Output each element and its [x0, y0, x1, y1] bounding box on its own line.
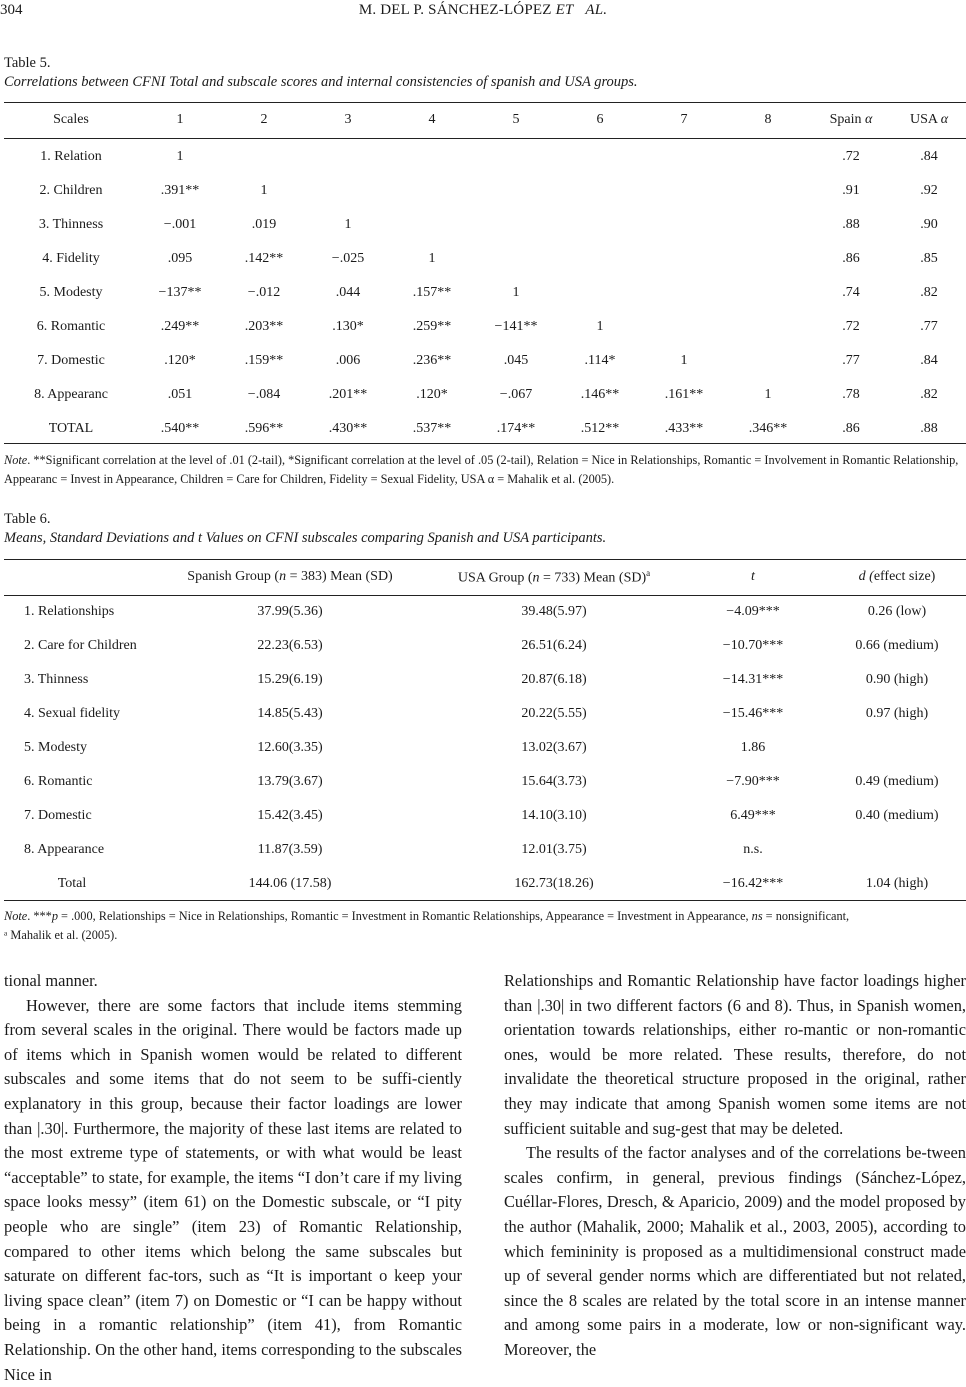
table-cell [474, 242, 558, 276]
table-cell: .159** [244, 353, 284, 368]
paragraph: tional manner. [4, 971, 98, 990]
table-cell: .157** [412, 285, 452, 300]
table-cell: .346** [748, 421, 788, 436]
table-cell: .596** [244, 421, 284, 436]
table-cell: .259** [412, 319, 452, 334]
table-cell: 37.99(5.36) [257, 604, 323, 619]
table-cell: .86 [842, 251, 860, 266]
table-cell: 0.97 (high) [865, 706, 929, 721]
table-cell: .203** [244, 319, 284, 334]
table-cell: .236** [412, 353, 452, 368]
paragraph: The results of the factor analyses and of the correlations be-tween scales confirm, in general, previous findings (Sánchez-López, Cuéllar-Flores, Dresch, & Aparicio, 2009) and the model proposed by the author (Mahalik, 2000; Mahalik et al., 2003, 2005), according to which femininity is proposed as a multidimensional construct made up of several gender norms which are differentiated but not related, since the 8 scales are related by the total score in an intense manner and among some pairs in a moderate, low or non-significant way. Moreover, the [504, 1143, 966, 1359]
table-cell: .88 [842, 217, 860, 232]
table-cell: .051 [167, 387, 193, 402]
table-cell: 14.10(3.10) [521, 808, 587, 823]
table-cell: −7.90*** [726, 774, 780, 789]
table5-header-cell: 7 [680, 112, 688, 127]
row-label: 6. Romantic [24, 774, 93, 789]
table-cell: .430** [328, 421, 368, 436]
table-cell: 20.87(6.18) [521, 672, 587, 687]
table-cell: .019 [251, 217, 277, 232]
table-row [4, 344, 966, 378]
table6-header-spanish: Spanish Group (n = 383) Mean (SD) [187, 569, 393, 584]
table6-note-line2: ᵃ Mahalik et al. (2005). [4, 928, 118, 942]
row-label: 7. Domestic [37, 353, 105, 368]
table6-note-line1: Note. ***p = .000, Relationships = Nice in Relationships, Romantic = Investment in Romantic Relationships, Appearance = Investment in Appearance, ns = nonsignificant, [4, 909, 850, 923]
table-cell: .174** [496, 421, 536, 436]
table5-note: Note. **Significant correlation at the level of .01 (2-tail), *Significant correlation at the level of .05 (2-tail), Relation = Nice in Relationships, Romantic = Involvement in Romantic Relationship, Appearanc = Invest in Appearance, Children = Care for Children, Fidelity = Sexual Fidelity, USA α = Mahalik et al. (2005). [4, 453, 959, 486]
table-cell: 1.86 [740, 740, 766, 755]
body-right-column [504, 969, 966, 1363]
table-cell: 13.79(3.67) [257, 774, 323, 789]
table-cell: −141** [494, 319, 538, 334]
table-cell: 1 [428, 251, 436, 266]
table5-label: Table 5. [4, 55, 51, 71]
table6-label: Table 6. [4, 511, 51, 527]
table-cell: .120* [416, 387, 448, 402]
table-cell: .201** [328, 387, 368, 402]
table-cell: −10.70*** [722, 638, 784, 653]
table5-header-cell: 2 [260, 112, 268, 127]
table-cell: 0.90 (high) [865, 672, 929, 687]
table-cell: .146** [580, 387, 620, 402]
table5-header-cell: USA α [909, 112, 949, 127]
table-row [4, 412, 966, 446]
table-cell: .77 [842, 353, 860, 368]
table5-header-cell: Spain α [829, 112, 873, 127]
row-label: 5. Modesty [39, 285, 103, 300]
table-cell: 1 [680, 353, 688, 368]
table6 [4, 559, 966, 901]
table-cell: 1 [176, 149, 184, 164]
table-cell: .249** [160, 319, 200, 334]
table-cell: .92 [920, 183, 938, 198]
table6-note [4, 907, 966, 945]
table-cell: 0.66 (medium) [855, 638, 939, 653]
table-cell: .161** [664, 387, 704, 402]
table-cell [828, 833, 966, 867]
table-cell [828, 731, 966, 765]
table-row [4, 697, 966, 731]
table-cell [726, 138, 810, 174]
row-label: 2. Care for Children [24, 638, 137, 653]
table6-header-blank [4, 559, 150, 595]
paragraph: Relationships and Romantic Relationship have factor loadings higher than |.30| in two different factors (6 and 8). Thus, in Spanish women, orientation towards relationships, either ro-mantic or non-romantic ones, would be more related. These results, therefore, do not invalidate the theoretical structure proposed in the original, rather they may indicate that among Spanish women some items are not sufficient suitable and sug-gest that may be deleted. [504, 971, 966, 1138]
table-cell: −.025 [331, 251, 365, 266]
table-row [4, 867, 966, 901]
table-cell [642, 138, 726, 174]
table-row [4, 174, 966, 208]
table-cell [390, 174, 474, 208]
table-cell: 13.02(3.67) [521, 740, 587, 755]
table-cell: .86 [842, 421, 860, 436]
body-left-column [4, 969, 462, 1387]
table-cell: .512** [580, 421, 620, 436]
table-cell: 20.22(5.55) [521, 706, 587, 721]
table-cell [726, 310, 810, 344]
table-cell: 15.42(3.45) [257, 808, 323, 823]
table-cell [558, 138, 642, 174]
table-cell: −14.31*** [722, 672, 784, 687]
table-cell [726, 276, 810, 310]
table-cell: 14.85(5.43) [257, 706, 323, 721]
row-label: 4. Sexual fidelity [24, 706, 121, 721]
table-cell: 39.48(5.97) [521, 604, 587, 619]
table-cell: −137** [158, 285, 202, 300]
table-cell [726, 174, 810, 208]
table5-caption: Correlations between CFNI Total and subscale scores and internal consistencies of spanish and USA groups. [4, 74, 638, 90]
table-cell: 1 [344, 217, 352, 232]
table-cell [558, 242, 642, 276]
row-label: 5. Modesty [24, 740, 87, 755]
table-cell [390, 208, 474, 242]
running-header [0, 2, 966, 22]
table6-header-usa: USA Group (n = 733) Mean (SD)$^a$ [457, 567, 651, 586]
table6-caption: Means, Standard Deviations and t Values on CFNI subscales comparing Spanish and USA participants. [4, 530, 607, 546]
table-row [4, 629, 966, 663]
table-cell: 26.51(6.24) [521, 638, 587, 653]
table-cell: .130* [332, 319, 364, 334]
table-cell [726, 344, 810, 378]
table-cell: −.084 [247, 387, 281, 402]
table-cell: .77 [920, 319, 938, 334]
table-row [4, 138, 966, 174]
table6-header-d: d (effect size) [858, 569, 936, 584]
table-cell: .114* [584, 353, 616, 368]
table-cell: 1 [764, 387, 772, 402]
table-cell [642, 242, 726, 276]
table-cell: .391** [160, 183, 200, 198]
table-cell: 1 [596, 319, 604, 334]
table5-header-cell: 8 [764, 112, 772, 127]
table-cell: −15.46*** [722, 706, 784, 721]
table-cell: −4.09*** [726, 604, 780, 619]
row-label: 1. Relation [40, 149, 102, 164]
table-cell: 162.73(18.26) [514, 876, 594, 891]
table-cell: .142** [244, 251, 284, 266]
paragraph: However, there are some factors that include items stemming from several scales in the original. There would be factors made up of items which in Spanish women would be related to different subscales and some items that do not seem to be suffi-ciently explanatory in this group, because their factor loadings are lower than |.30|. Furthermore, the majority of these last items are related to the most extreme type of statements, or with what would be least “acceptable” to state, for example, the items “I don’t care if my living space looks messy” (item 61) on the Domestic subscale, or “I pity people who are single” (item 23) of Romantic Relationship, compared to other items which belong the same subscales but saturate on different fac-tors, such as “It is important o keep your living space clean” (item 7) on Domestic or “I can be happy without being in a romantic relationship” (item 41), from Romantic Relationship. On the other hand, items corresponding to the subscales Nice in [4, 995, 462, 1384]
table-cell: .90 [920, 217, 938, 232]
table5-header-cell: Scales [53, 112, 89, 127]
table-cell [390, 138, 474, 174]
table5-header-cell: 5 [512, 112, 520, 127]
running-head: M. DEL P. SÁNCHEZ-LÓPEZ ET AL. [358, 2, 608, 18]
row-label: 4. Fidelity [42, 251, 100, 266]
table-cell: −.067 [499, 387, 533, 402]
table-cell: .74 [842, 285, 860, 300]
table-cell [474, 174, 558, 208]
table-cell: 0.40 (medium) [855, 808, 939, 823]
table-cell: .82 [920, 285, 938, 300]
table-cell: .095 [167, 251, 193, 266]
table-cell [558, 276, 642, 310]
table-cell: .537** [412, 421, 452, 436]
table-cell [642, 310, 726, 344]
table-row [4, 310, 966, 344]
table-cell: .120* [164, 353, 196, 368]
table-row [4, 731, 966, 765]
table-cell [642, 276, 726, 310]
table-row [4, 799, 966, 833]
table-cell [642, 174, 726, 208]
table-row [4, 833, 966, 867]
table-cell: .72 [842, 319, 860, 334]
table-row [4, 595, 966, 629]
table-cell: n.s. [743, 842, 763, 857]
table-cell [642, 208, 726, 242]
table-row [4, 663, 966, 697]
table-cell: .044 [335, 285, 361, 300]
table-cell: −.001 [163, 217, 197, 232]
table5 [4, 102, 966, 446]
table-cell: .82 [920, 387, 938, 402]
table-row [4, 208, 966, 242]
table-row [4, 276, 966, 310]
table-cell [306, 138, 390, 174]
table-cell: 22.23(6.53) [257, 638, 323, 653]
table-cell [306, 174, 390, 208]
table-cell: 12.60(3.35) [257, 740, 323, 755]
table-cell: 11.87(3.59) [257, 842, 323, 857]
row-label: 8. Appearance [24, 842, 105, 857]
table-cell [474, 208, 558, 242]
table-cell: 1.04 (high) [865, 876, 929, 891]
table-cell: 1 [260, 183, 268, 198]
table-cell: 6.49*** [730, 808, 776, 823]
table-cell: .540** [160, 421, 200, 436]
table-row [4, 765, 966, 799]
table-cell [726, 208, 810, 242]
table-cell: .006 [335, 353, 361, 368]
table-cell: .84 [920, 353, 938, 368]
table-cell: .84 [920, 149, 938, 164]
table-cell: 0.26 (low) [867, 604, 927, 619]
table5-header-cell: 3 [344, 112, 352, 127]
table-cell: 15.64(3.73) [521, 774, 587, 789]
table-cell: .433** [664, 421, 704, 436]
table-cell [726, 242, 810, 276]
table-cell: .91 [842, 183, 860, 198]
table-cell: 1 [512, 285, 520, 300]
row-label: 2. Children [39, 183, 103, 198]
table-cell: .045 [503, 353, 529, 368]
table-cell: 15.29(6.19) [257, 672, 323, 687]
table6-header-t: t [751, 569, 755, 584]
table-cell: .78 [842, 387, 860, 402]
table-cell: 12.01(3.75) [521, 842, 587, 857]
table5-header-cell: 1 [176, 112, 184, 127]
table-row [4, 378, 966, 412]
table-cell: 144.06 (17.58) [248, 876, 332, 891]
table-cell: −.012 [247, 285, 281, 300]
row-label: 1. Relationships [24, 604, 115, 619]
table-cell: .72 [842, 149, 860, 164]
row-label: 6. Romantic [36, 319, 106, 334]
table-cell [474, 138, 558, 174]
row-label: Total [57, 876, 87, 891]
page-number: 304 [0, 2, 23, 18]
table-cell: .85 [920, 251, 938, 266]
table-cell: .88 [920, 421, 938, 436]
row-label: 3. Thinness [24, 672, 89, 687]
table-cell [558, 208, 642, 242]
row-label: 7. Domestic [24, 808, 92, 823]
table5-header-cell: 4 [428, 112, 436, 127]
row-label: TOTAL [48, 421, 94, 436]
table-cell: −16.42*** [722, 876, 784, 891]
table-cell: 0.49 (medium) [855, 774, 939, 789]
table-cell [558, 174, 642, 208]
table-cell [222, 138, 306, 174]
row-label: 8. Appearanc [34, 387, 108, 402]
table5-header-cell: 6 [596, 112, 604, 127]
table-row [4, 242, 966, 276]
row-label: 3. Thinness [38, 217, 104, 232]
